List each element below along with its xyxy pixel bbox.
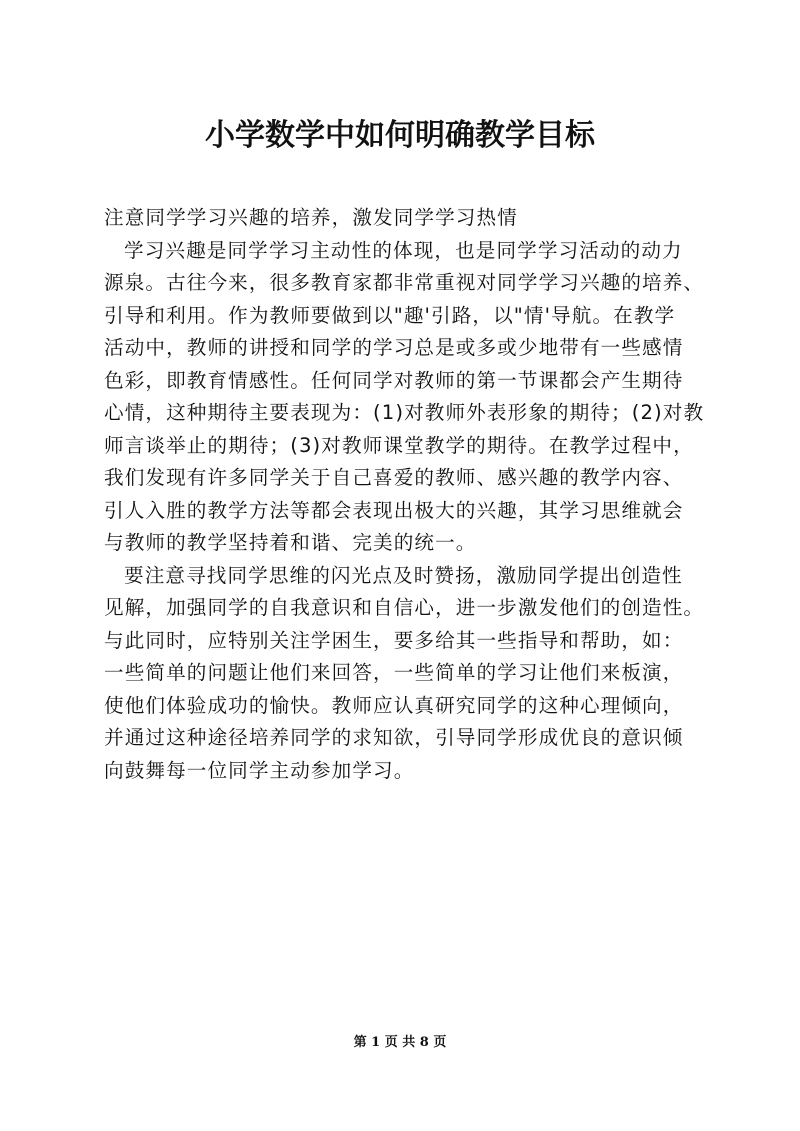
paragraph-1-line: 色彩，即教育情感性。任何同学对教师的第一节课都会产生期待 (104, 368, 684, 392)
paragraph-2-line: 并通过这种途径培养同学的求知欲，引导同学形成优良的意识倾 (104, 726, 684, 749)
paragraph-1-line: 心情，这种期待主要表现为：(1)对教师外表形象的期待；(2)对教 (104, 401, 705, 424)
paragraph-2-line: 与此同时，应特别关注学困生，要多给其一些指导和帮助，如： (104, 628, 684, 652)
paragraph-1-line: 学习兴趣是同学学习主动性的体现，也是同学学习活动的动力 (124, 238, 683, 262)
paragraph-1 (104, 235, 724, 560)
paragraph-1-line: 师言谈举止的期待；(3)对教师课堂教学的期待。在教学过程中， (104, 433, 694, 457)
paragraph-2-line: 要注意寻找同学思维的闪光点及时赞扬，激励同学提出创造性 (124, 563, 683, 587)
section-heading-text: 注意同学学习兴趣的培养，激发同学学习热情 (104, 206, 518, 229)
paragraph-1-line: 我们发现有许多同学关于自己喜爱的教师、感兴趣的教学内容、 (104, 466, 684, 489)
paragraph-1-line: 源泉。古往今来，很多教育家都非常重视对同学学习兴趣的培养、 (104, 271, 705, 294)
paragraph-2-line: 使他们体验成功的愉快。教师应认真研究同学的这种心理倾向， (104, 693, 684, 717)
page-number-footer: 第 1 页 共 8 页 (353, 1035, 447, 1050)
document-title: 小学数学中如何明确教学目标 (205, 118, 595, 153)
document-body (104, 202, 724, 787)
paragraph-2-line: 向鼓舞每一位同学主动参加学习。 (104, 758, 415, 782)
paragraph-1-line: 引人入胜的教学方法等都会表现出极大的兴趣，其学习思维就会 (104, 498, 684, 522)
paragraph-1-line: 与教师的教学坚持着和谐、完美的统一。 (104, 531, 477, 554)
paragraph-2 (104, 560, 724, 788)
paragraph-2-line: 见解，加强同学的自我意识和自信心，进一步激发他们的创造性。 (104, 596, 705, 619)
paragraph-1-line: 引导和利用。作为教师要做到以"趣'引路，以"情'导航。在教学 (104, 303, 676, 327)
section-heading (104, 202, 724, 235)
paragraph-1-line: 活动中，教师的讲授和同学的学习总是或多或少地带有一些感情 (104, 336, 684, 359)
paragraph-2-line: 一些简单的问题让他们来回答，一些简单的学习让他们来板演， (104, 661, 684, 684)
